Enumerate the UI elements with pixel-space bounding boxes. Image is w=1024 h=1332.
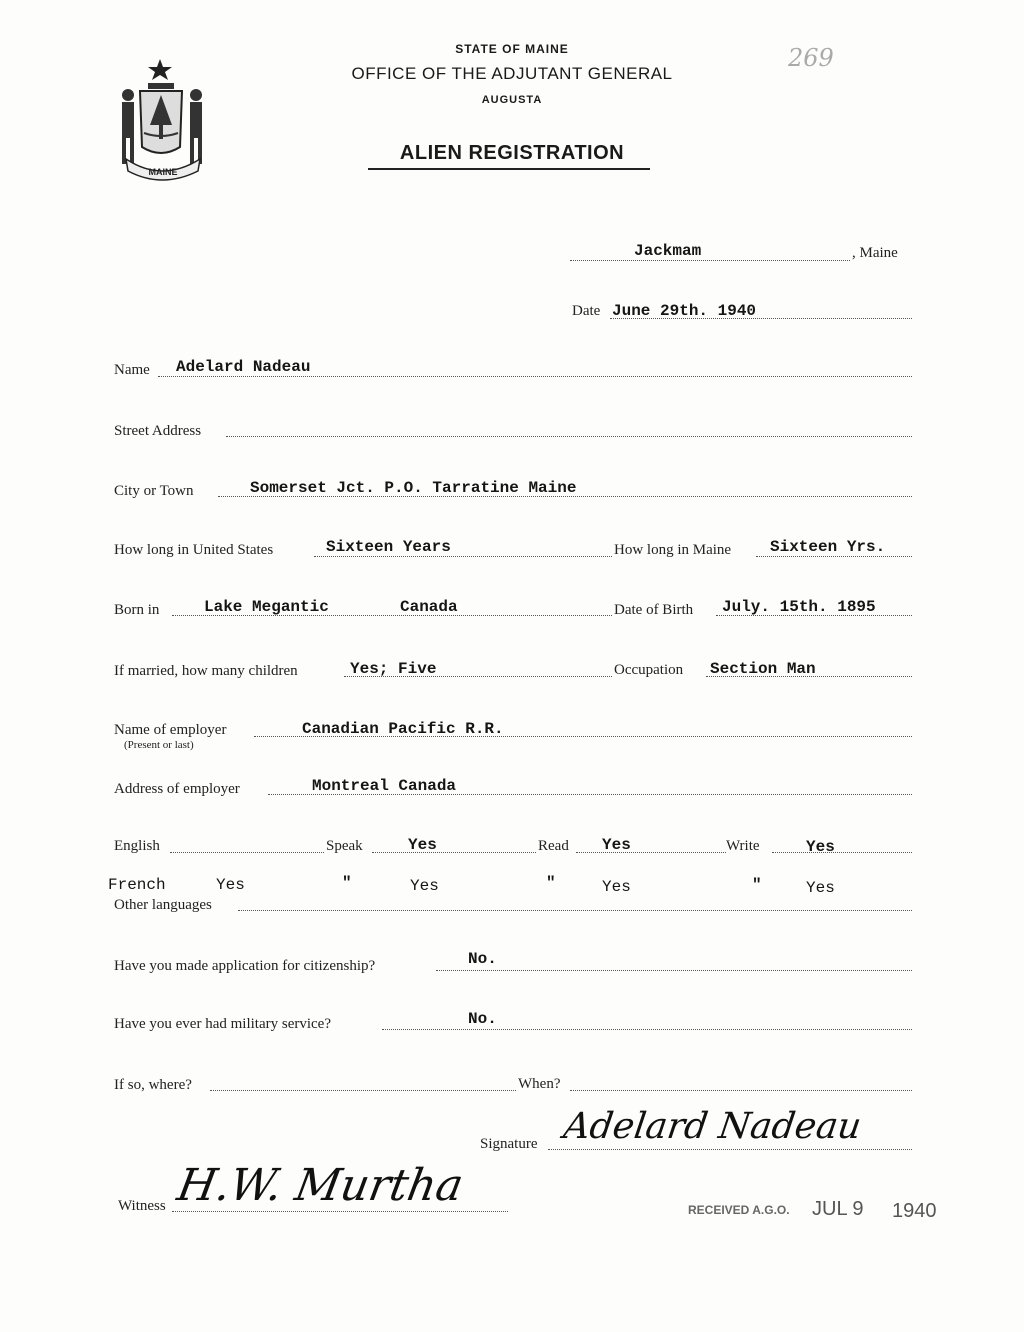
children-label: If married, how many children — [114, 663, 298, 679]
when-label: When? — [518, 1076, 561, 1092]
header-state: STATE OF MAINE — [455, 42, 569, 56]
born-place-value: Lake Megantic — [204, 598, 329, 616]
received-stamp-date: JUL 9 — [812, 1198, 864, 1220]
employer-sublabel: (Present or last) — [124, 739, 194, 751]
years-us-value: Sixteen Years — [326, 538, 451, 556]
years-us-label: How long in United States — [114, 542, 274, 558]
other-speak-value: Yes — [216, 876, 245, 894]
speak-label: Speak — [326, 838, 363, 854]
signature-value: Adelard Nadeau — [561, 1106, 864, 1147]
other-speak-ditto-value: Yes — [410, 877, 439, 895]
other-languages-label: Other languages — [114, 897, 212, 913]
employer-address-value: Montreal Canada — [312, 777, 457, 795]
ditto-mark-3: " — [752, 876, 762, 894]
other-read-value: Yes — [602, 878, 631, 896]
header-office: OFFICE OF THE ADJUTANT GENERAL — [351, 64, 673, 83]
date-value: June 29th. 1940 — [612, 302, 757, 320]
form-title: ALIEN REGISTRATION — [399, 142, 625, 164]
dob-label: Date of Birth — [614, 602, 694, 618]
english-label: English — [114, 838, 160, 854]
english-speak-value: Yes — [408, 836, 437, 854]
english-write-value: Yes — [806, 838, 835, 856]
english-read-value: Yes — [602, 836, 631, 854]
children-value: Yes; Five — [350, 660, 437, 678]
dob-value: July. 15th. 1895 — [722, 598, 876, 616]
place-label: , Maine — [852, 245, 898, 261]
name-value: Adelard Nadeau — [176, 358, 311, 376]
title-underline — [368, 168, 650, 170]
citizenship-label: Have you made application for citizenship? — [114, 958, 376, 974]
date-label: Date — [572, 303, 601, 319]
employer-address-label: Address of employer — [114, 781, 240, 797]
received-stamp-text: RECEIVED A.G.O. — [688, 1203, 790, 1217]
occupation-value: Section Man — [710, 660, 816, 678]
born-country-value: Canada — [400, 598, 458, 616]
street-label: Street Address — [114, 423, 202, 439]
years-maine-value: Sixteen Yrs. — [770, 538, 886, 556]
employer-value: Canadian Pacific R.R. — [302, 720, 504, 738]
other-language-value: French — [108, 876, 166, 894]
occupation-label: Occupation — [614, 662, 684, 678]
name-label: Name — [114, 362, 150, 378]
citizenship-value: No. — [468, 950, 497, 968]
witness-label: Witness — [118, 1198, 166, 1214]
header-city: AUGUSTA — [481, 94, 543, 106]
witness-value: H.W. Murtha — [173, 1160, 468, 1211]
signature-label: Signature — [480, 1136, 538, 1152]
received-stamp-year: 1940 — [892, 1200, 937, 1222]
ditto-mark-1: " — [342, 874, 352, 892]
city-value: Somerset Jct. P.O. Tarratine Maine — [250, 479, 577, 497]
write-label: Write — [726, 838, 760, 854]
seal-banner-text: MAINE — [148, 167, 178, 177]
born-label: Born in — [114, 602, 160, 618]
military-label: Have you ever had military service? — [114, 1016, 331, 1032]
other-write-value: Yes — [806, 879, 835, 897]
read-label: Read — [538, 838, 569, 854]
military-value: No. — [468, 1010, 497, 1028]
years-maine-label: How long in Maine — [614, 542, 732, 558]
where-label: If so, where? — [114, 1077, 192, 1093]
employer-label: Name of employer — [114, 722, 227, 738]
city-label: City or Town — [114, 483, 194, 499]
page-number: 269 — [788, 44, 834, 72]
ditto-mark-2: " — [546, 874, 556, 892]
place-value: Jackmam — [634, 242, 702, 260]
